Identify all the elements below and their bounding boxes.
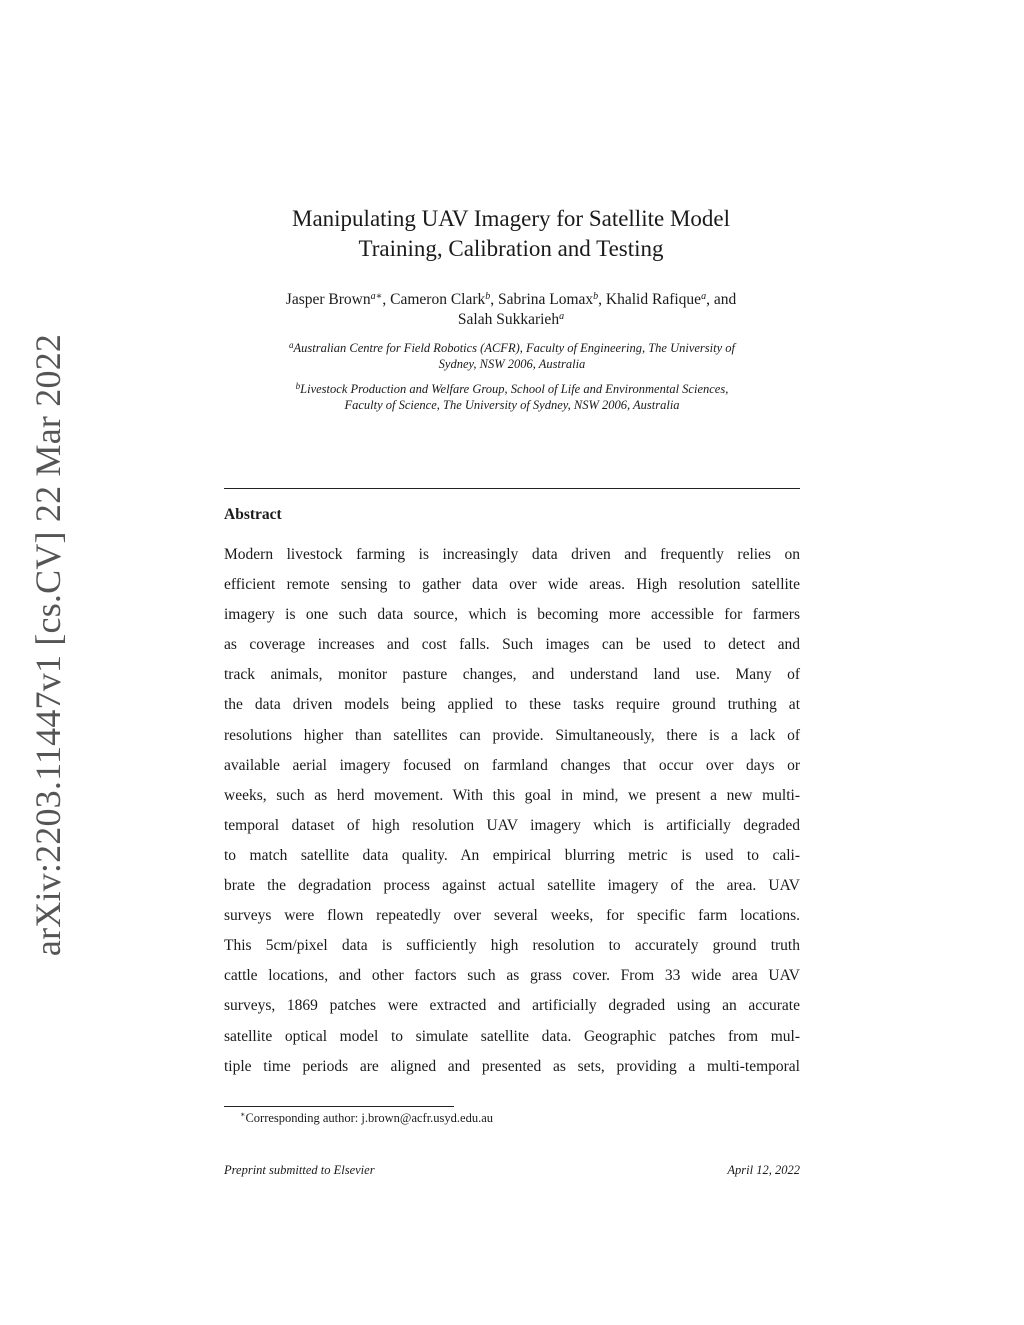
abstract-line: to match satellite data quality. An empirical blurring metric is used to cali- [224, 846, 800, 864]
affiliation-text: Australian Centre for Field Robotics (ACFR), Faculty of Engineering, The University of [293, 341, 735, 355]
abstract-heading: Abstract [224, 506, 282, 523]
author-affil-mark: b [593, 291, 599, 302]
author-line-2 [220, 310, 802, 330]
abstract-line: tiple time periods are aligned and presented as sets, providing a multi-temporal [224, 1057, 800, 1075]
affiliation-text: Sydney, NSW 2006, Australia [438, 357, 586, 371]
affiliation-b [222, 381, 802, 413]
arxiv-identifier: arXiv:2203.11447v1 [cs.CV] 22 Mar 2022 [28, 333, 68, 957]
title-line-2: Training, Calibration and Testing [358, 236, 664, 261]
abstract-line: cattle locations, and other factors such as grass cover. From 33 wide area UAV [224, 967, 800, 985]
author-name: Khalid Rafique [605, 291, 702, 308]
author-name: Jasper Brown [285, 291, 371, 308]
affiliation-text: Faculty of Science, The University of Sydney, NSW 2006, Australia [344, 398, 680, 412]
abstract-line: imagery is one such data source, which is becoming more accessible for farmers [224, 606, 800, 624]
abstract-line: Modern livestock farming is increasingly data driven and frequently relies on [224, 546, 800, 563]
author-list [220, 290, 802, 330]
corresponding-author-footnote [240, 1111, 493, 1126]
abstract-line: surveys were flown repeatedly over several weeks, for specific farm locations. [224, 907, 800, 925]
author-name: Salah Sukkarieh [457, 311, 560, 328]
author-affil-mark: a [559, 311, 565, 322]
footnote-rule [224, 1106, 454, 1107]
author-separator: , and [706, 291, 737, 308]
abstract-line: track animals, monitor pasture changes, and understand land use. Many of [224, 666, 800, 684]
author-separator: , [598, 291, 606, 308]
author-line-1 [220, 290, 802, 310]
author-name: Cameron Clark [390, 291, 486, 308]
affiliation-a [222, 340, 802, 372]
author-separator: , [490, 291, 499, 308]
title-line-1: Manipulating UAV Imagery for Satellite Model [292, 206, 730, 231]
abstract-line: resolutions higher than satellites can provide. Simultaneously, there is a lack of [224, 726, 800, 744]
abstract-line: the data driven models being applied to these tasks require ground truthing at [224, 696, 800, 714]
author-separator: , [382, 291, 391, 308]
author-name: Sabrina Lomax [498, 291, 594, 308]
preprint-notice: Preprint submitted to Elsevier [224, 1163, 375, 1177]
abstract-line: as coverage increases and cost falls. Such images can be used to detect and [224, 636, 800, 654]
abstract-body [224, 540, 800, 1082]
abstract-line: efficient remote sensing to gather data over wide areas. High resolution satellite [224, 576, 800, 594]
affiliation-mark: b [295, 381, 301, 391]
author-affil-mark: a∗ [370, 291, 383, 302]
affiliation-mark: a [289, 340, 294, 350]
abstract-line: available aerial imagery focused on farmland changes that occur over days or [224, 756, 800, 774]
author-affil-mark: a [701, 291, 707, 302]
arxiv-sidebar-stamp [26, 333, 70, 957]
footnote-text: Corresponding author: j.brown@acfr.usyd.edu.au [245, 1111, 494, 1125]
paper-title [220, 204, 802, 264]
preprint-date: April 12, 2022 [727, 1163, 800, 1177]
abstract-top-rule [224, 488, 800, 489]
abstract-line: satellite optical model to simulate satellite data. Geographic patches from mul- [224, 1027, 800, 1045]
abstract-line: temporal dataset of high resolution UAV imagery which is artificially degraded [224, 816, 800, 834]
affiliation-text: Livestock Production and Welfare Group, School of Life and Environmental Sciences, [300, 382, 729, 396]
author-affil-mark: b [485, 291, 491, 302]
abstract-line: weeks, such as herd movement. With this goal in mind, we present a new multi- [224, 786, 800, 804]
abstract-line: surveys, 1869 patches were extracted and artificially degraded using an accurate [224, 997, 800, 1015]
footnote-mark: ∗ [240, 1110, 246, 1119]
abstract-line: This 5cm/pixel data is sufficiently high resolution to accurately ground truth [224, 937, 800, 955]
abstract-line: brate the degradation process against actual satellite imagery of the area. UAV [224, 877, 800, 895]
